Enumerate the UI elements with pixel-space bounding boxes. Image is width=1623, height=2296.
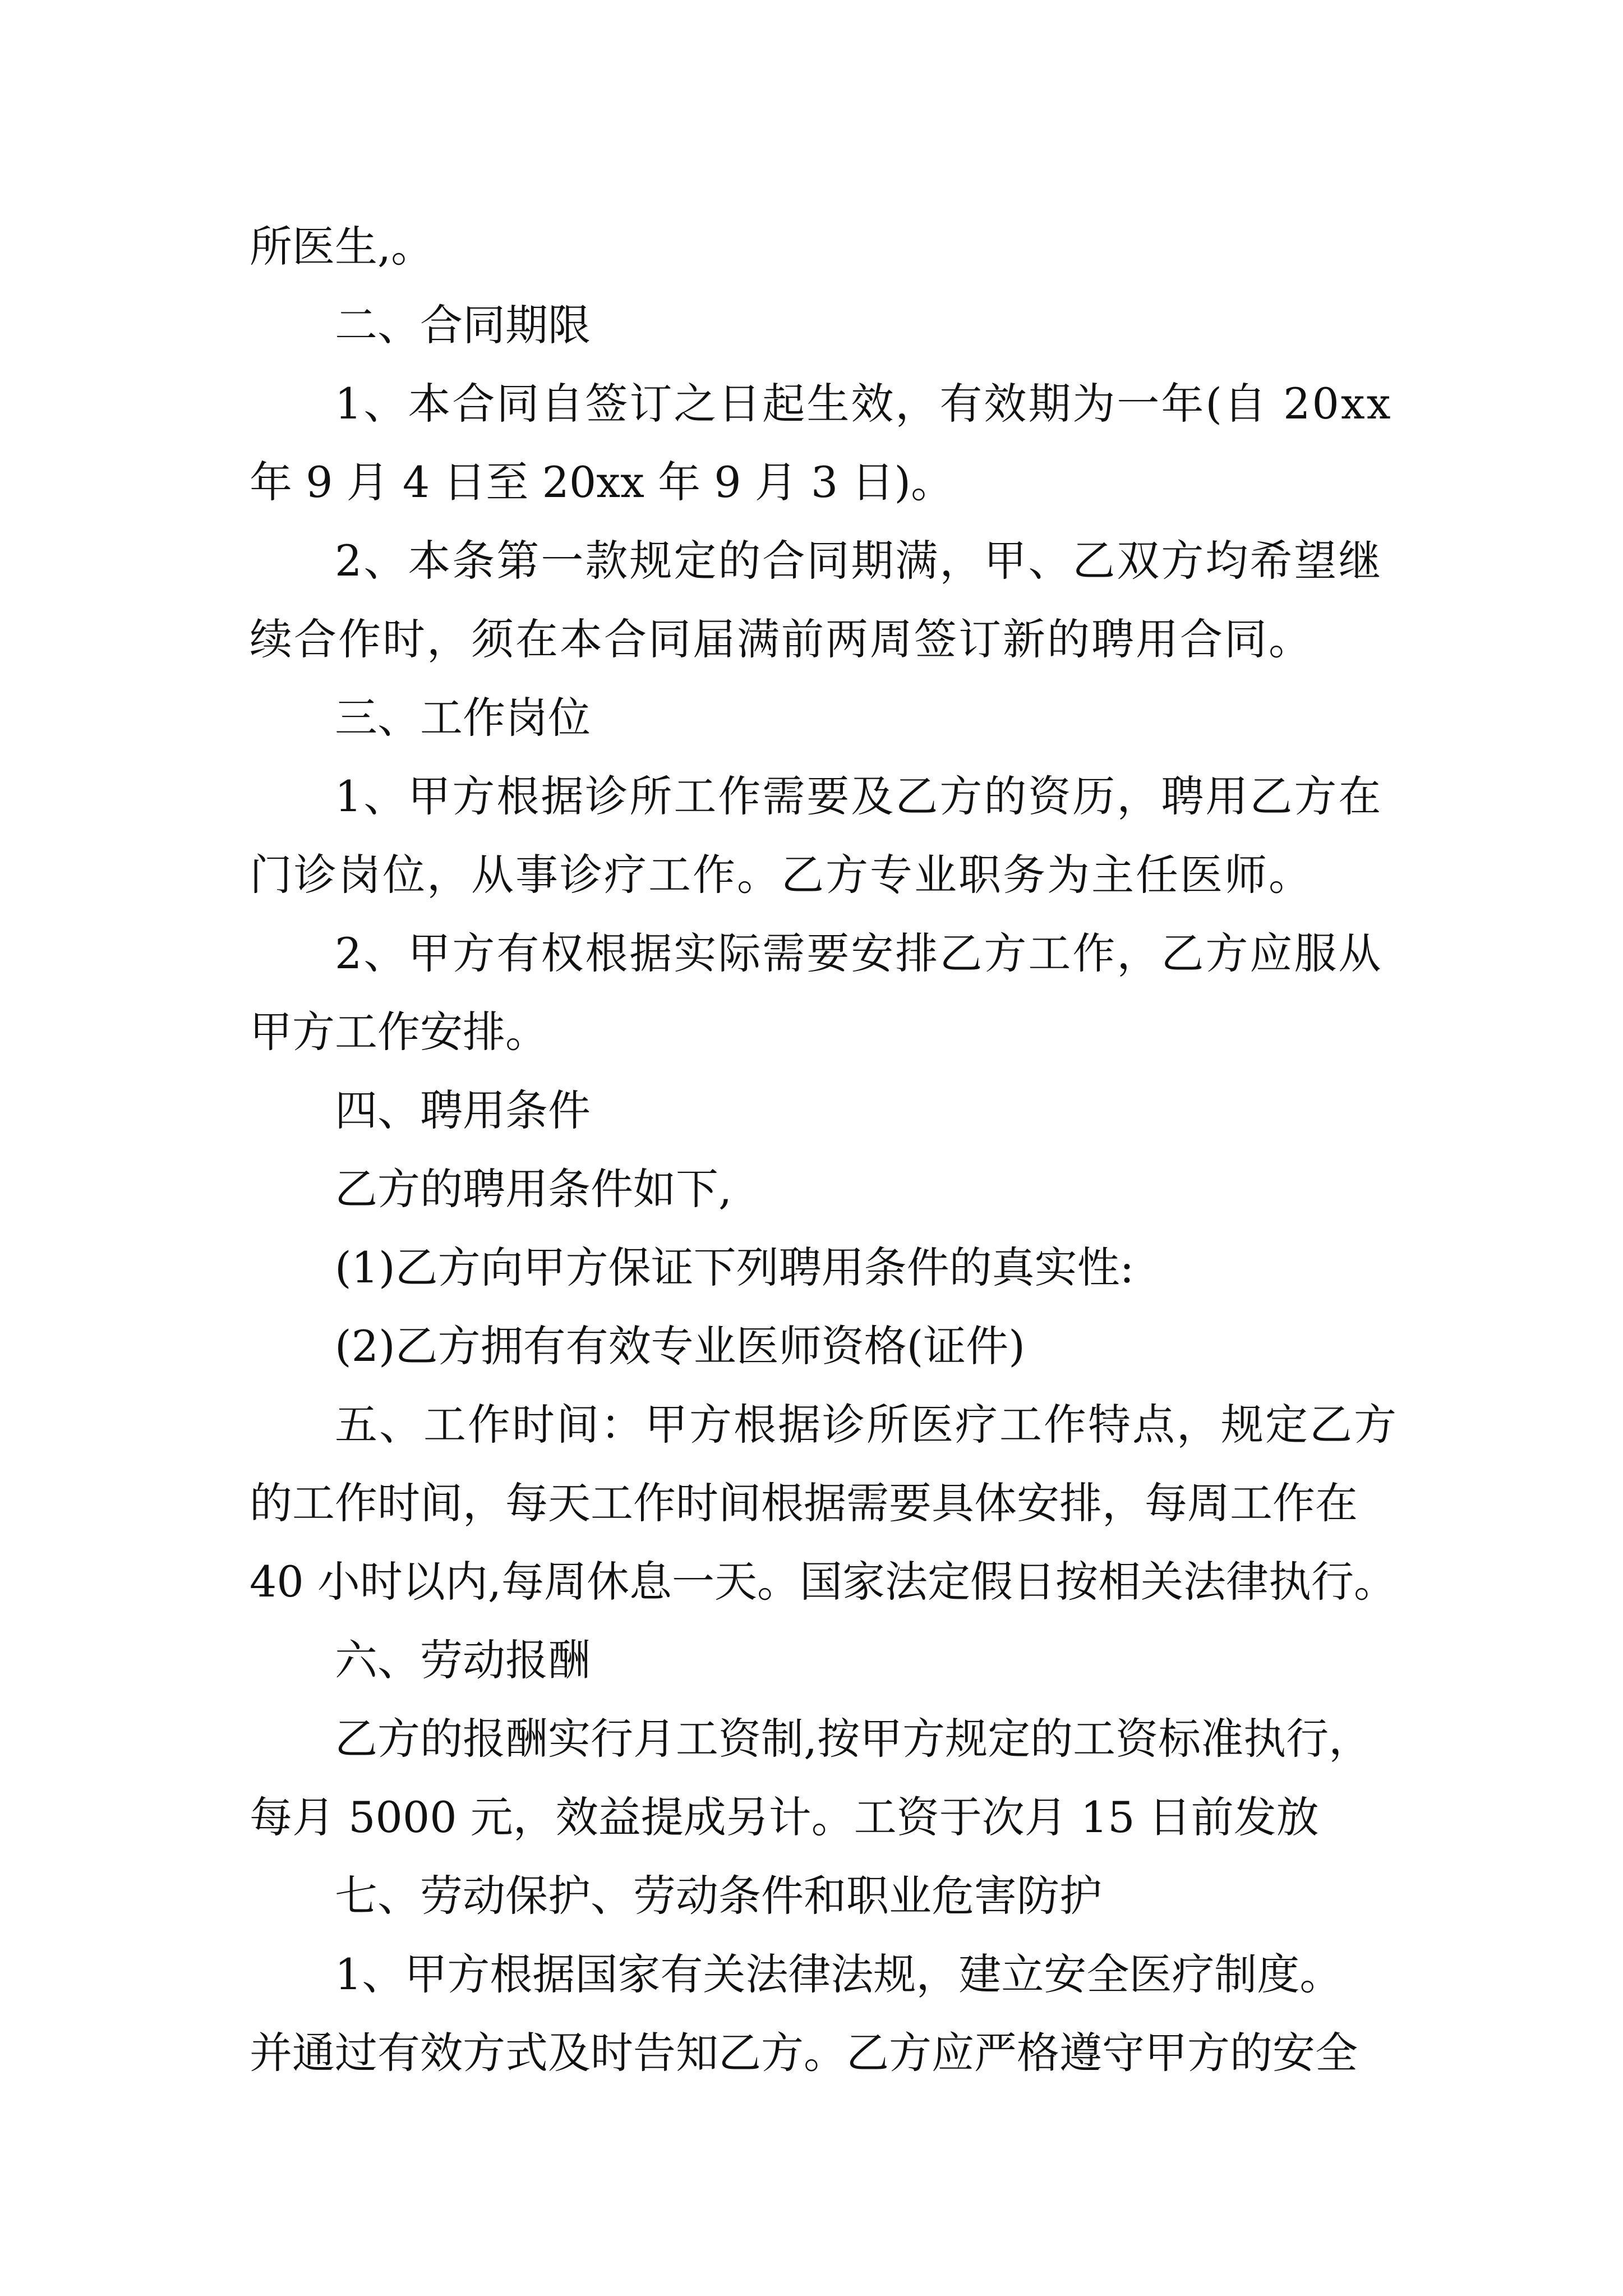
paragraph-line: 甲方工作安排。 xyxy=(250,1007,548,1057)
section-heading: 三、工作岗位 xyxy=(335,693,591,743)
paragraph-line: 乙方的聘用条件如下, xyxy=(335,1164,732,1214)
paragraph-line: 的工作时间，每天工作时间根据需要具体安排，每周工作在 xyxy=(250,1478,1358,1528)
paragraph-line: 2、本条第一款规定的合同期满，甲、乙双方均希望继 xyxy=(335,536,1383,586)
section-heading: 二、合同期限 xyxy=(335,300,591,350)
paragraph-line: 1、本合同自签订之日起生效，有效期为一年(自 20xx xyxy=(335,379,1393,429)
paragraph-line: 门诊岗位，从事诊疗工作。乙方专业职务为主任医师。 xyxy=(250,850,1313,900)
paragraph-line: 2、甲方有权根据实际需要安排乙方工作，乙方应服从 xyxy=(335,928,1383,978)
paragraph-line: 每月 5000 元，效益提成另计。工资于次月 15 日前发放 xyxy=(250,1792,1319,1842)
paragraph-line: 并通过有效方式及时告知乙方。乙方应严格遵守甲方的安全 xyxy=(250,2028,1358,2078)
paragraph-line: (1)乙方向甲方保证下列聘用条件的真实性: xyxy=(335,1243,1135,1292)
section-heading: 四、聘用条件 xyxy=(335,1085,591,1135)
paragraph-line: 五、工作时间：甲方根据诊所医疗工作特点，规定乙方 xyxy=(335,1400,1398,1450)
section-heading: 六、劳动报酬 xyxy=(335,1635,591,1685)
paragraph-line: 所医生,。 xyxy=(250,222,434,272)
section-heading: 七、劳动保护、劳动条件和职业危害防护 xyxy=(335,1871,1102,1921)
paragraph-line: 续合作时，须在本合同届满前两周签订新的聘用合同。 xyxy=(250,614,1313,664)
document-body xyxy=(250,208,1398,2092)
paragraph-line: 年 9 月 4 日至 20xx 年 9 月 3 日)。 xyxy=(250,457,954,507)
paragraph-line: 40 小时以内,每周休息一天。国家法定假日按相关法律执行。 xyxy=(250,1557,1397,1607)
paragraph-line: (2)乙方拥有有效专业医师资格(证件) xyxy=(335,1321,1025,1371)
paragraph-line: 乙方的报酬实行月工资制,按甲方规定的工资标准执行， xyxy=(335,1714,1372,1764)
paragraph-line: 1、甲方根据诊所工作需要及乙方的资历，聘用乙方在 xyxy=(335,771,1383,821)
paragraph-line: 1、甲方根据国家有关法律法规，建立安全医疗制度。 xyxy=(335,1949,1343,1999)
